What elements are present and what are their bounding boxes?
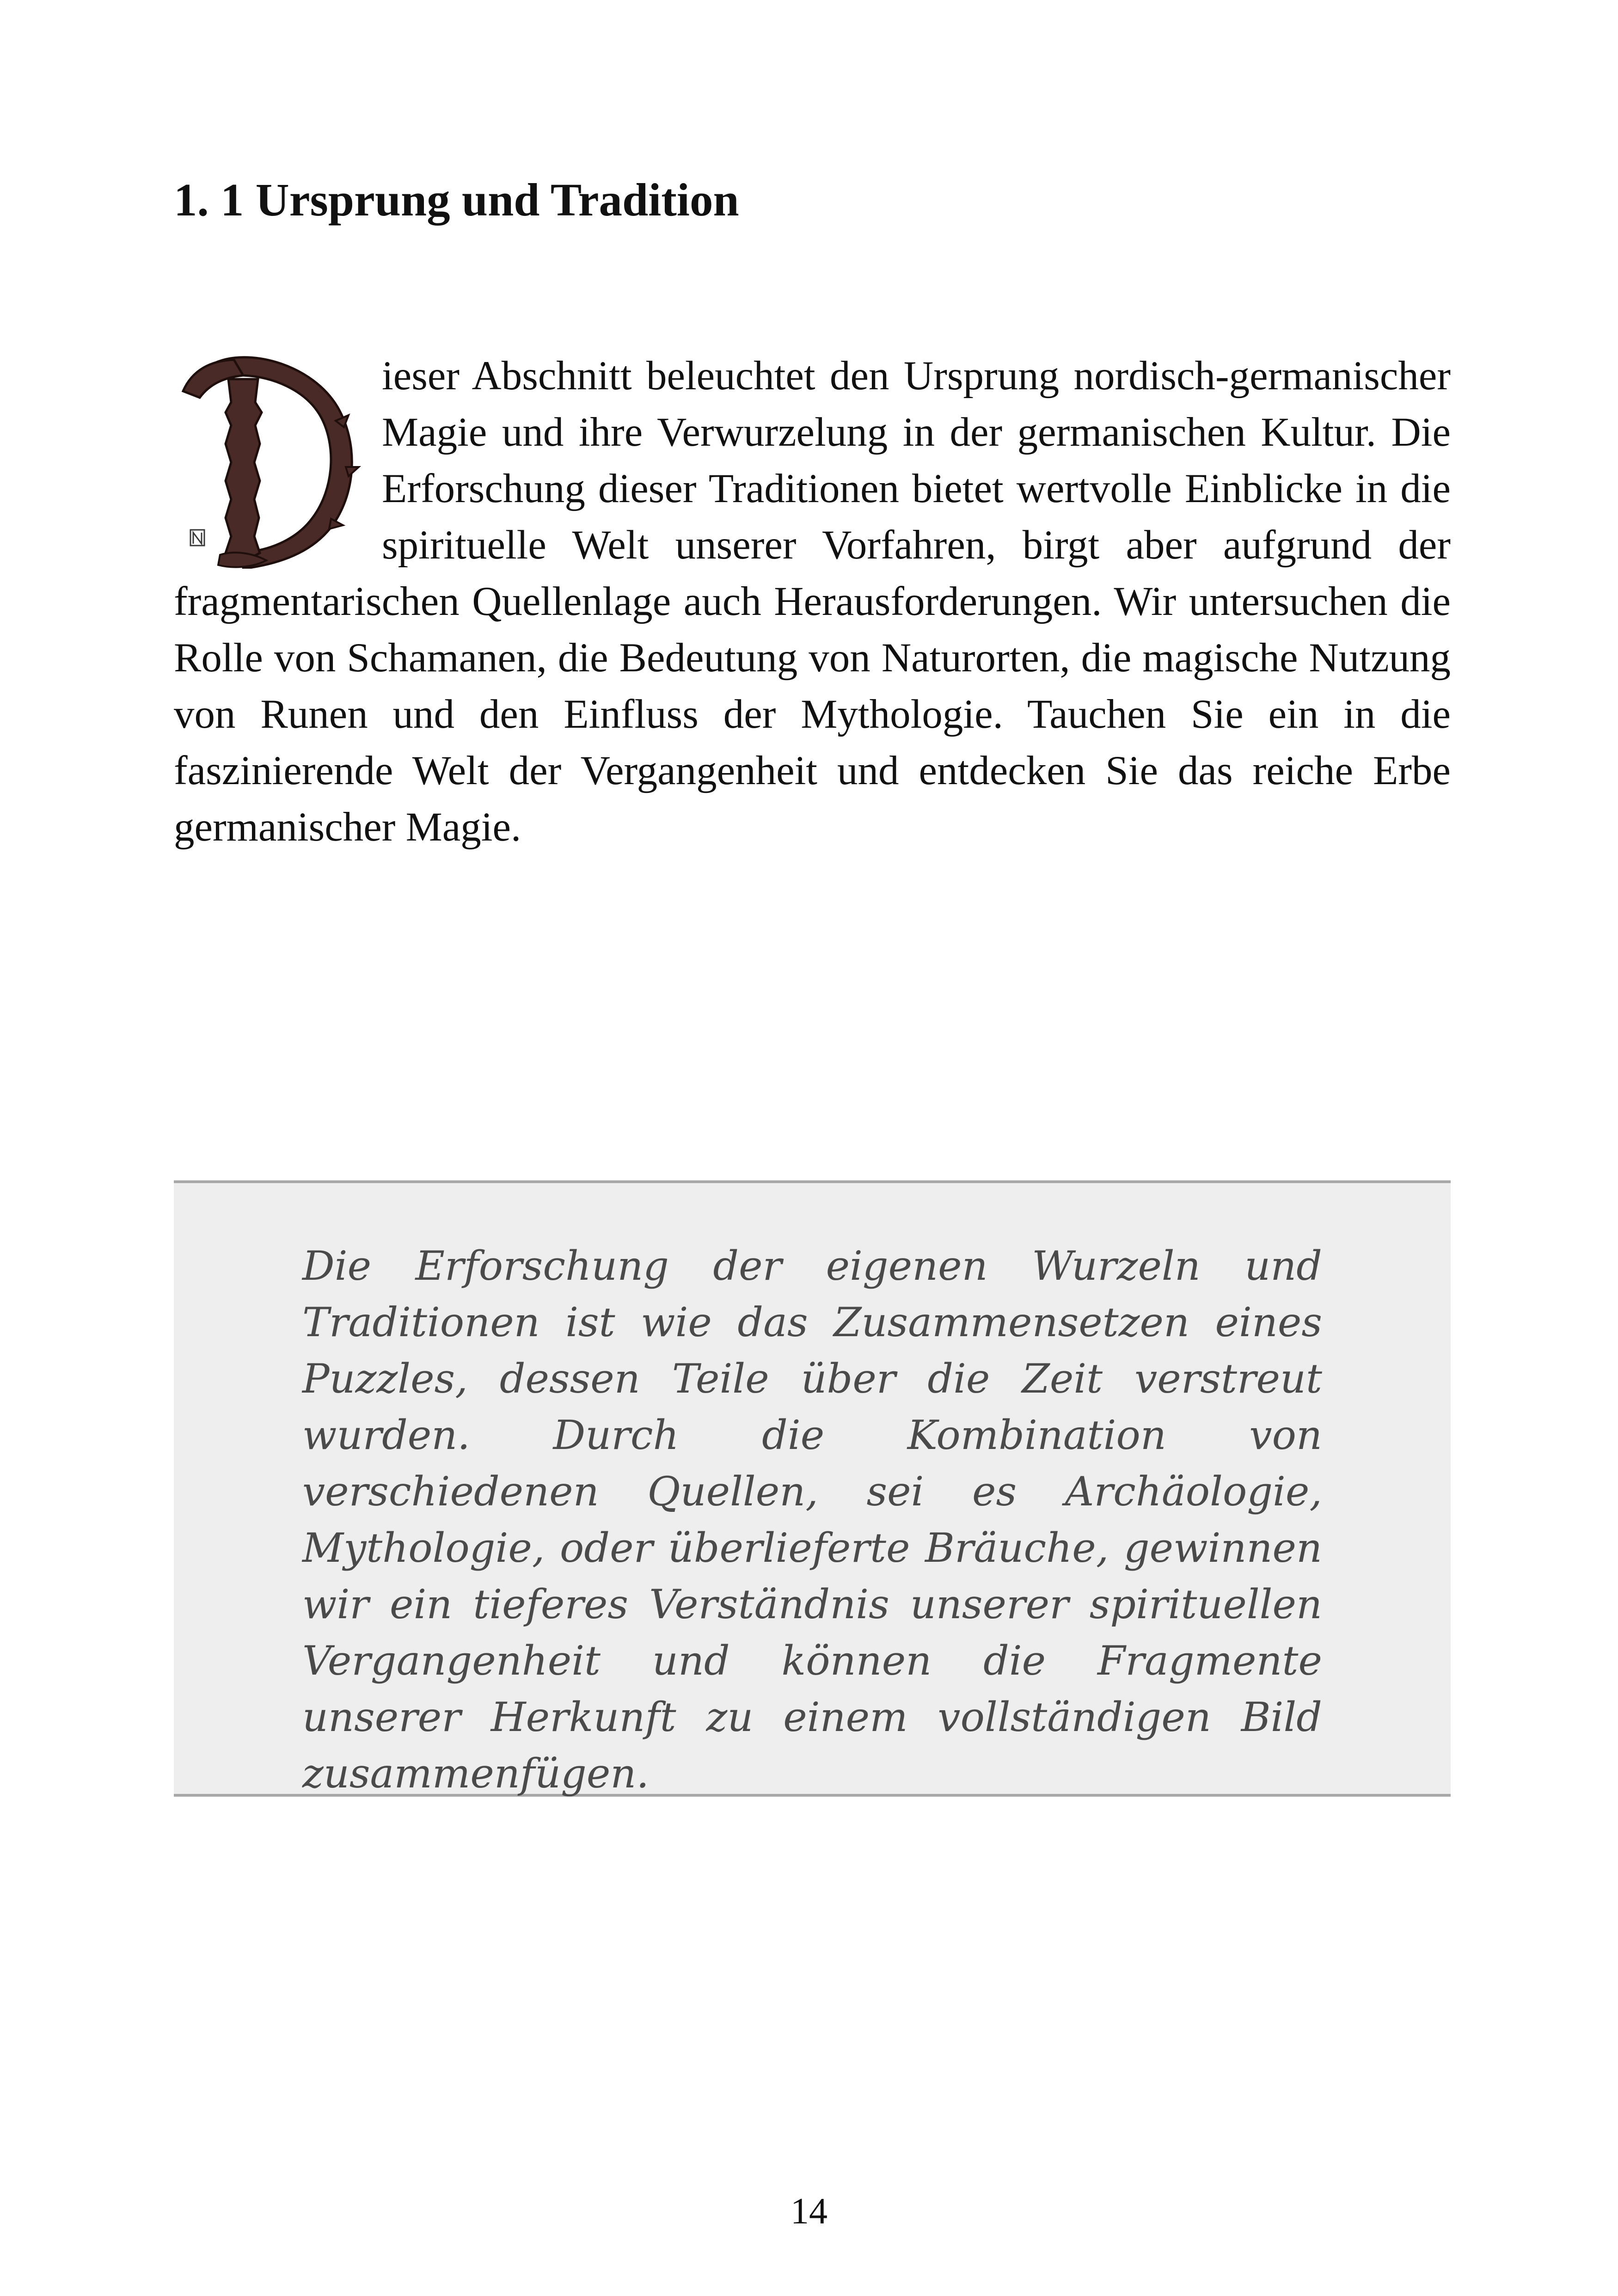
intro-text: ieser Abschnitt beleuchtet den Ursprung nordisch-germanischer Magie und ihre Verwurzelung in der germanischen Kultur. Die Erforschung dieser Traditionen bietet wertvolle Einblicke in die spirituelle Welt unserer Vorfahren, birgt aber aufgrund der fragmentarischen Quellenlage auch Herausforderungen. Wir untersuchen die Rolle von Schamanen, die Bedeutung von Naturorten, die magische Nutzung von Runen und den Einfluss der Mythologie. Tauchen Sie ein in die faszinierende Welt der Vergangenheit und entdecken Sie das reiche Erbe germanischer Magie. xyxy=(174,353,1451,850)
section-heading: 1. 1 Ursprung und Tradition xyxy=(174,174,739,226)
quote-text: Die Erforschung der eigenen Wurzeln und Traditionen ist wie das Zusammensetzen eines Puzzles, dessen Teile über die Zeit verstreut wurden. Durch die Kombination von verschiedenen Quellen, sei es Archäologie, Mythologie, oder überlieferte Bräuche, gewinnen wir ein tieferes Verständnis unserer spirituellen Vergangenheit und können die Fragmente unserer Herkunft zu einem vollständigen Bild zusammenfügen. xyxy=(302,1242,1322,1797)
dropcap-d xyxy=(174,351,363,569)
intro-paragraph xyxy=(174,348,1451,855)
page-number: 14 xyxy=(791,2191,827,2232)
dropcap-ornament-icon xyxy=(174,351,363,569)
quote-box xyxy=(174,1180,1451,1797)
